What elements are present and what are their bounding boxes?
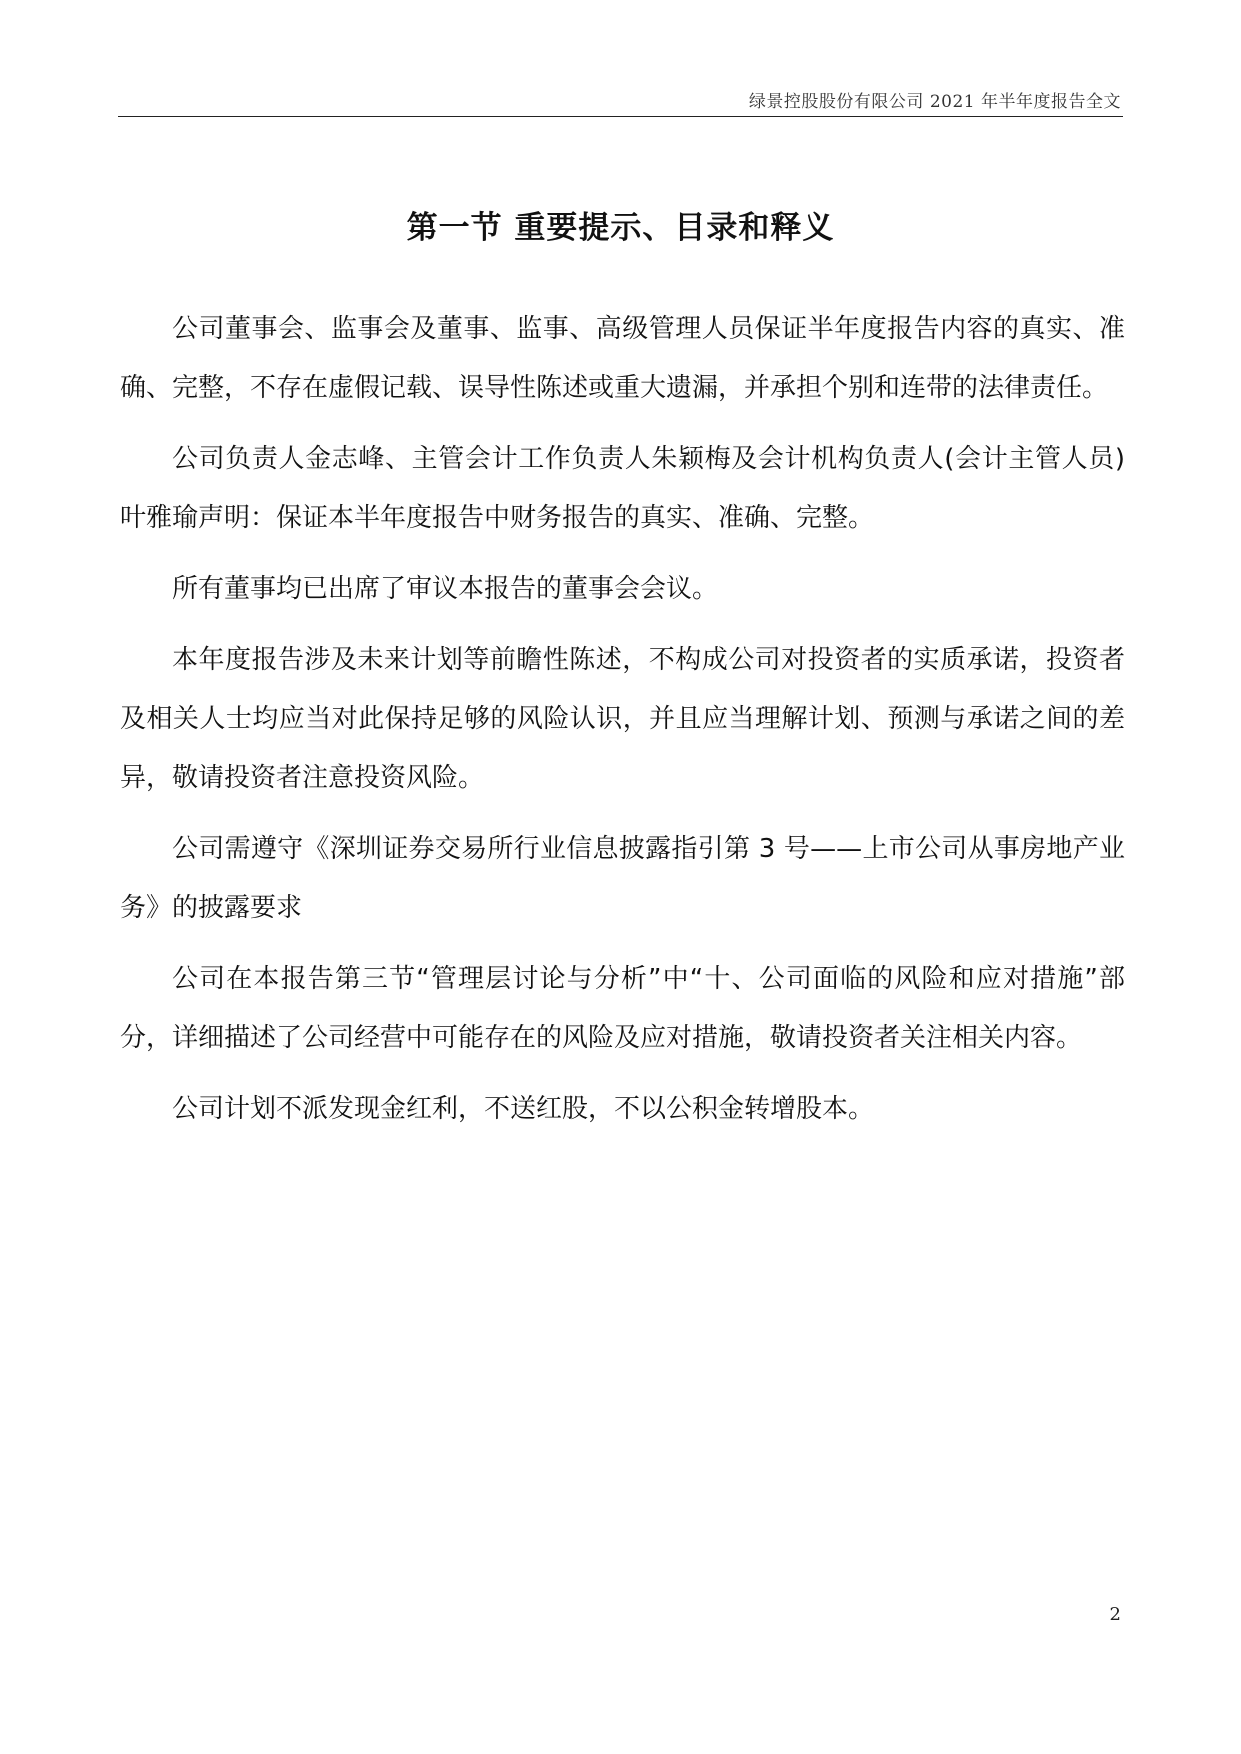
page-number: 2 [1109,1604,1121,1625]
paragraph-forward-looking: 本年度报告涉及未来计划等前瞻性陈述，不构成公司对投资者的实质承诺，投资者及相关人士均应当对此保持足够的风险认识，并且应当理解计划、预测与承诺之间的差异，敬请投资者注意投资风险。 [120,645,1125,793]
paragraph-board-attendance: 所有董事均已出席了审议本报告的董事会会议。 [172,574,719,604]
paragraph-disclosure-requirement: 公司需遵守《深圳证券交易所行业信息披露指引第 3 号——上市公司从事房地产业务》的披露要求 [120,834,1125,923]
paragraph-board-guarantee: 公司董事会、监事会及董事、监事、高级管理人员保证半年度报告内容的真实、准确、完整，不存在虚假记载、误导性陈述或重大遗漏，并承担个别和连带的法律责任。 [120,314,1125,403]
document-body [120,300,1125,1151]
section-title: 第一节 重要提示、目录和释义 [406,210,835,246]
paragraph-financial-statement: 公司负责人金志峰、主管会计工作负责人朱颖梅及会计机构负责人(会计主管人员)叶雅瑜声明：保证本半年度报告中财务报告的真实、准确、完整。 [120,444,1125,533]
page-header [118,86,1123,117]
paragraph-dividend-plan: 公司计划不派发现金红利，不送红股，不以公积金转增股本。 [172,1094,875,1124]
paragraph-risk-notice: 公司在本报告第三节“管理层讨论与分析”中“十、公司面临的风险和应对措施”部分，详细描述了公司经营中可能存在的风险及应对措施，敬请投资者关注相关内容。 [120,964,1125,1053]
header-title: 绿景控股股份有限公司 2021 年半年度报告全文 [748,92,1121,112]
